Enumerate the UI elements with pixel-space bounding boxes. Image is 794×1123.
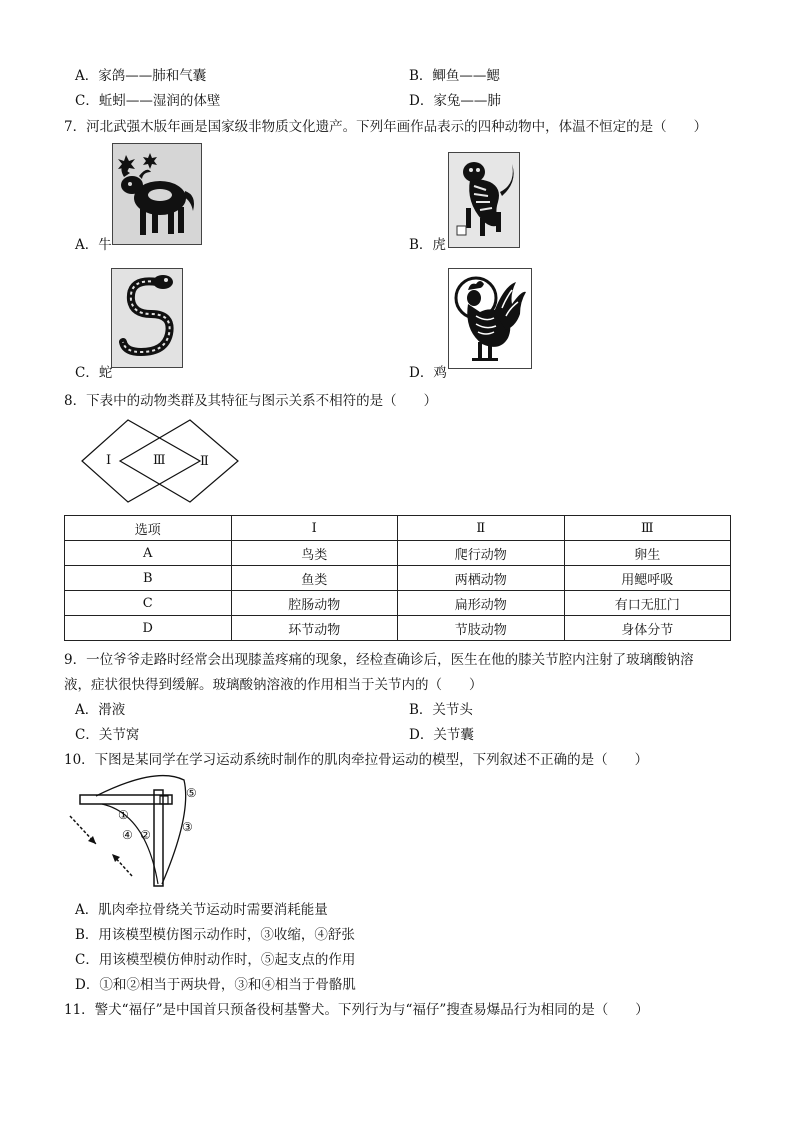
q11-stem: 11．警犬“福仔”是中国首只预备役柯基警犬。下列行为与“福仔”搜查易爆品行为相同的是（ ） [64, 1002, 649, 1018]
table-cell: 卵生 [564, 541, 731, 566]
table-header-cell: Ⅲ [564, 516, 731, 541]
q9-option-a: A．滑液 [75, 702, 126, 718]
table-cell: 两栖动物 [398, 566, 565, 591]
table-row [65, 591, 731, 616]
q9-option-b: B．关节头 [409, 702, 473, 718]
table-cell: 腔肠动物 [231, 591, 398, 616]
diagram-label-2: Ⅱ [200, 454, 209, 469]
q6-option-c: C．蚯蚓——湿润的体壁 [75, 93, 221, 109]
q7-option-b: B．虎 [409, 237, 446, 253]
q10-option-b: B．用该模型模仿图示动作时，③收缩，④舒张 [75, 927, 355, 943]
model-label-2: ② [140, 828, 151, 842]
q7-option-c: C．蛇 [75, 365, 113, 381]
table-row [65, 541, 731, 566]
table-row [65, 566, 731, 591]
table-header-cell: Ⅰ [231, 516, 398, 541]
q9-option-d: D．关节囊 [409, 727, 474, 743]
q10-option-d: D．①和②相当于两块骨，③和④相当于骨骼肌 [75, 977, 356, 993]
table-cell: 节肢动物 [398, 616, 565, 641]
diagram-label-1: Ⅰ [106, 453, 112, 468]
q6-option-b: B．鲫鱼——鳃 [409, 68, 500, 84]
model-label-3: ③ [182, 820, 193, 834]
table-cell: D [65, 616, 232, 641]
table-header-cell: 选项 [65, 516, 232, 541]
q6-option-d: D．家兔——肺 [409, 93, 501, 109]
table-cell: 爬行动物 [398, 541, 565, 566]
q10-option-c: C．用该模型模仿伸肘动作时，⑤起支点的作用 [75, 952, 356, 968]
q8-stem: 8．下表中的动物类群及其特征与图示关系不相符的是（ ） [64, 393, 438, 409]
table-row [65, 616, 731, 641]
ox-woodcut-icon [112, 143, 202, 245]
table-cell: 用鳃呼吸 [564, 566, 731, 591]
table-cell: 环节动物 [231, 616, 398, 641]
model-label-4: ④ [122, 828, 133, 842]
table-cell: 扁形动物 [398, 591, 565, 616]
table-cell: B [65, 566, 232, 591]
q7-option-d: D．鸡 [409, 365, 447, 381]
diagram-label-3: Ⅲ [153, 453, 166, 468]
table-header-cell: Ⅱ [398, 516, 565, 541]
table-cell: 鸟类 [231, 541, 398, 566]
q9-stem-line2: 液，症状很快得到缓解。玻璃酸钠溶液的作用相当于关节内的（ ） [64, 677, 483, 693]
model-label-5: ⑤ [186, 786, 197, 800]
q6-option-a: A．家鸽——肺和气囊 [75, 68, 207, 84]
table-cell: 身体分节 [564, 616, 731, 641]
q8-table [64, 515, 731, 641]
q10-option-a: A．肌肉牵拉骨绕关节运动时需要消耗能量 [75, 902, 328, 918]
table-header-row [65, 516, 731, 541]
q9-stem-line1: 9．一位爷爷走路时经常会出现膝盖疼痛的现象，经检查确诊后，医生在他的膝关节腔内注射了玻璃酸钠溶 [64, 652, 694, 668]
table-cell: 鱼类 [231, 566, 398, 591]
table-cell: 有口无肛门 [564, 591, 731, 616]
model-label-1: ① [118, 808, 129, 822]
table-cell: C [65, 591, 232, 616]
rooster-woodcut-icon [448, 268, 532, 369]
q7-option-a: A．牛 [75, 237, 112, 253]
muscle-bone-model-diagram [66, 774, 216, 889]
q10-stem: 10．下图是某同学在学习运动系统时制作的肌肉牵拉骨运动的模型，下列叙述不正确的是（ ） [64, 752, 649, 768]
table-cell: A [65, 541, 232, 566]
venn-diamond-diagram [80, 418, 240, 504]
tiger-woodcut-icon [448, 152, 520, 248]
snake-woodcut-icon [111, 268, 183, 368]
q7-stem: 7．河北武强木版年画是国家级非物质文化遗产。下列年画作品表示的四种动物中，体温不恒定的是（ ） [64, 119, 708, 135]
q9-option-c: C．关节窝 [75, 727, 140, 743]
